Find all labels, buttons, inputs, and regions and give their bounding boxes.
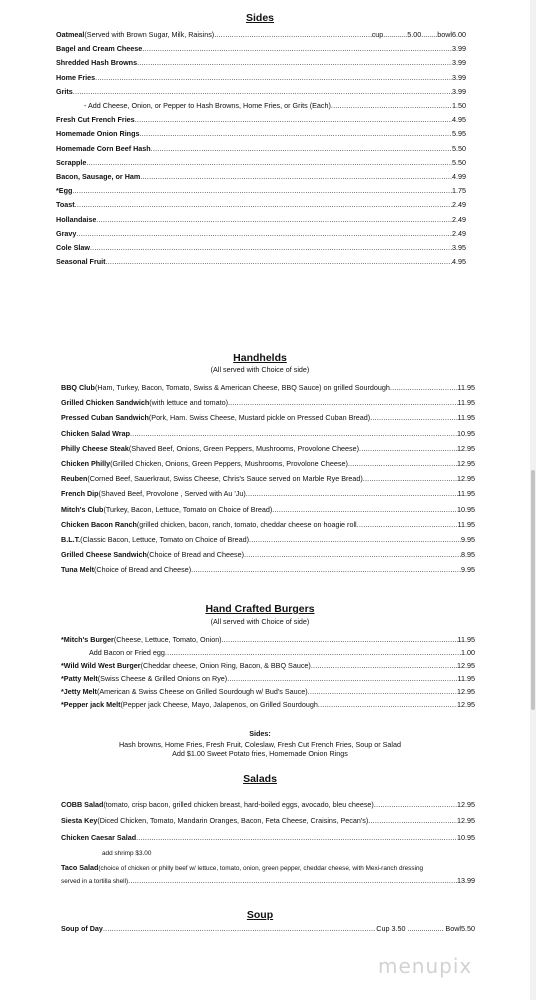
item-desc: (Shaved Beef, Onions, Green Peppers, Mushrooms, Provolone Cheese) [128,443,360,453]
menu-row-soup [61,924,475,935]
item-desc: (grilled chicken, bacon, ranch, tomato, cheddar cheese on hoagie roll [136,519,357,529]
item-name: Taco Salad [61,863,99,872]
item-name: Soup of Day [61,924,103,933]
leader-dots [318,700,457,709]
menu-row [61,489,475,500]
item-name: B.L.T. [61,535,81,544]
item-price: 5.50 [461,924,475,933]
item-desc-cont: served in a tortilla shell) [61,878,129,885]
menu-row [61,444,475,455]
burger-sides-title: Sides: [249,729,271,738]
item-desc: (Ham, Turkey, Bacon, Tomato, Swiss & American Cheese, BBQ Sauce) on grilled Sourdough [94,383,390,392]
item-price: 5.50 [452,157,466,167]
leader-dots [222,635,458,644]
item-price: 2.49 [452,228,466,238]
menu-row [56,200,466,211]
leader-dots [363,474,457,483]
item-name: Pressed Cuban Sandwich [61,413,149,423]
menu-row [89,648,475,659]
menu-row [56,215,466,226]
leader-dots [357,520,458,529]
menu-row [56,73,466,84]
item-price: 11.95 [457,413,475,423]
item-desc: (Choice of Bread and Cheese) [94,565,192,575]
item-name: Tuna Melt [61,565,95,575]
leader-dots [86,158,452,167]
item-name: Chicken Philly [61,459,111,468]
item-name: Oatmeal [56,30,85,39]
menu-row [61,800,475,811]
menu-row [61,833,475,844]
item-name: Seasonal Fruit [56,257,106,267]
item-name: Homemade Onion Rings [56,129,140,139]
item-price: 12.95 [457,459,475,468]
leader-dots [374,800,457,809]
item-desc: (Shaved Beef, Provolone , Served with Au 'Ju) [98,489,246,499]
item-desc: (Pork, Ham. Swiss Cheese, Mustard pickle on Pressed Cuban Bread) [148,413,371,423]
item-price: 3.95 [452,243,466,252]
item-price: 2.49 [452,200,466,210]
menu-row [56,30,466,41]
item-price: 1.00 [461,647,475,657]
item-price: 1.75 [452,186,466,196]
menu-row [84,101,466,112]
scrollbar[interactable] [530,0,536,1000]
item-name: Fresh Cut French Fries [56,115,135,125]
item-name: Siesta Key [61,816,98,826]
leader-dots [135,115,452,124]
menu-row [61,550,475,561]
item-price: 10.95 [457,833,475,843]
item-desc: (Cheddar cheese, Onion Ring, Bacon, & BBQ Sauce) [140,660,311,670]
salads-title: Salads [243,773,277,785]
item-price: 11.95 [457,398,475,408]
item-desc: (Swiss Cheese & Grilled Onions on Rye) [97,673,228,683]
item-price: 4.95 [452,257,466,267]
menu-row [56,243,466,254]
item-name: Homemade Corn Beef Hash [56,143,151,153]
menu-row [56,44,466,55]
burgers-subtitle: (All served with Choice of side) [210,617,310,626]
item-name: Chicken Salad Wrap [61,428,130,438]
item-desc: (Choice of Bread and Cheese) [146,550,244,560]
item-price: 12.95 [457,474,475,484]
menu-row [56,87,466,98]
menu-row [61,687,475,698]
menu-row [61,635,475,646]
leader-dots [359,444,457,453]
item-name: Hollandaise [56,214,97,224]
leader-dots [137,58,452,67]
menu-row [61,565,475,576]
item-desc: (Pepper jack Cheese, Mayo, Jalapenos, on Grilled Sourdough [120,699,318,709]
leader-dots [311,661,457,670]
leader-dots [246,489,458,498]
item-name: Grilled Cheese Sandwich [61,550,147,560]
item-price: 12.95 [457,660,475,670]
menu-row [56,129,466,140]
menu-row [61,429,475,440]
burger-sides-line1: Hash browns, Home Fries, Fresh Fruit, Coleslaw, Fresh Cut French Fries, Soup or Salad [118,740,401,749]
item-name: Home Fries [56,72,96,82]
item-desc: (Cheese, Lettuce, Tomato, Onion) [113,635,222,644]
item-name: French Dip [61,489,99,499]
item-price: 12.95 [457,816,475,826]
leader-dots [272,505,457,514]
item-price: 9.95 [461,565,475,575]
leader-dots [103,924,376,933]
menu-row [61,398,475,409]
menu-row [61,383,475,394]
leader-dots [96,215,452,224]
item-name: Cole Slaw [56,243,90,252]
menu-row [56,172,466,183]
item-price: 2.49 [452,214,466,224]
handhelds-subtitle: (All served with Choice of side) [210,365,310,374]
item-price: 3.99 [452,44,466,54]
menu-row [56,144,466,155]
leader-dots [348,459,457,468]
menu-row [61,535,475,546]
item-name: *Wild Wild West Burger [61,660,141,670]
item-price: 11.95 [457,519,475,529]
item-sizes: cup............5.00........bowl [371,30,452,39]
item-desc: (Grilled Chicken, Onions, Green Peppers, Mushrooms, Provolone Cheese) [110,459,348,468]
menu-row [56,58,466,69]
item-price: 8.95 [461,550,475,560]
leader-dots [139,129,452,138]
item-desc: (tomato, crisp bacon, grilled chicken breast, hard-boiled eggs, avocado, bleu cheese) [103,800,374,809]
item-desc: (Turkey, Bacon, Lettuce, Tomato on Choice of Bread) [103,504,273,514]
item-name: Scrapple [56,157,87,167]
menu-row-taco-salad [61,863,475,874]
item-name: Chicken Bacon Ranch [61,519,137,529]
leader-dots [370,413,457,422]
leader-dots [390,383,458,392]
item-desc: (Corned Beef, Sauerkraut, Swiss Cheese, Chris's Sauce served on Marble Rye Bread) [87,474,363,484]
item-name: Philly Cheese Steak [61,443,129,453]
menu-row [61,661,475,672]
menu-row [56,229,466,240]
item-price: 3.99 [452,72,466,82]
item-price: 11.95 [457,635,475,644]
item-name: Grits [56,86,73,96]
leader-dots [165,648,461,657]
leader-dots [227,674,457,683]
menu-row-taco-salad-cont [61,876,475,887]
leader-dots [244,550,461,559]
item-name: Bacon, Sausage, or Ham [56,172,141,181]
item-desc: Add Bacon or Fried egg [89,647,165,657]
item-price: 12.95 [457,699,475,709]
item-price: 3.99 [452,58,466,68]
menu-row [56,186,466,197]
item-price: 1.50 [452,101,466,110]
item-name: *Jetty Melt [61,686,97,696]
item-name: Shredded Hash Browns [56,58,138,68]
item-name: Bagel and Cream Cheese [56,44,143,54]
leader-dots [142,44,452,53]
handhelds-title: Handhelds [233,352,287,364]
leader-dots [140,172,452,181]
menu-row [56,158,466,169]
leader-dots [95,73,452,82]
leader-dots [249,535,461,544]
item-desc: (Served with Brown Sugar, Milk, Raisins) [84,30,215,39]
item-name: Chicken Caesar Salad [61,833,137,843]
item-name: *Egg [56,186,73,196]
leader-dots [331,101,452,110]
item-price: 3.99 [452,86,466,96]
item-price: 10.95 [457,428,475,438]
item-price: 5.95 [452,129,466,139]
sides-title: Sides [245,12,274,24]
item-name: Gravy [56,228,77,238]
leader-dots [106,257,452,266]
item-sizes: Cup 3.50 .................. Bowl [376,924,461,933]
leader-dots [214,30,371,39]
leader-dots [72,186,452,195]
item-name: *Mitch's Burger [61,635,114,644]
item-price: 10.95 [457,504,475,514]
item-price: 5.50 [452,143,466,153]
item-price: 11.95 [457,383,475,392]
item-price: 11.95 [457,489,475,499]
leader-dots [73,87,452,96]
leader-dots [191,565,461,574]
burger-sides-line2: Add $1.00 Sweet Potato fries, Homemade Onion Rings [172,749,348,758]
menu-row [61,700,475,711]
leader-dots [151,144,452,153]
menu-row [61,505,475,516]
menu-row [56,257,466,268]
item-name: *Pepper jack Melt [61,699,121,709]
menu-row [61,520,475,531]
item-price: 12.95 [457,443,475,453]
item-desc: (Diced Chicken, Tomato, Mandarin Oranges, Bacon, Feta Cheese, Craisins, Pecan's) [97,816,369,826]
item-price: 6.00 [452,30,466,39]
item-name: Toast [56,200,75,210]
item-name: *Patty Melt [61,673,98,683]
leader-dots [90,243,452,252]
menu-row [61,816,475,827]
watermark-logo: menupix [378,954,473,978]
item-desc: (Classic Bacon, Lettuce, Tomato on Choice of Bread) [80,535,250,544]
leader-dots [228,398,458,407]
leader-dots [76,229,452,238]
menu-row [61,459,475,470]
leader-dots [308,687,457,696]
item-desc: (with lettuce and tomato) [149,398,228,408]
soup-title: Soup [246,909,274,921]
item-desc: (choice of chicken or philly beef w/ lettuce, tomato, onion, green pepper, cheddar cheese, with Mexi-ranch dressing [98,865,424,872]
item-name: Mitch's Club [61,504,104,514]
leader-dots [128,876,457,885]
menu-row [61,474,475,485]
burgers-title: Hand Crafted Burgers [205,603,315,615]
leader-dots [130,429,457,438]
leader-dots [75,200,452,209]
scrollbar-thumb[interactable] [531,470,535,710]
menu-row [61,413,475,424]
menu-row [56,115,466,126]
item-price: 4.95 [452,115,466,125]
item-price: 13.99 [457,876,475,885]
item-name: COBB Salad [61,800,104,809]
item-price: 4.99 [452,172,466,181]
item-desc: - Add Cheese, Onion, or Pepper to Hash Browns, Home Fries, or Grits (Each) [84,101,331,110]
leader-dots [136,833,457,842]
item-price: 12.95 [457,686,475,696]
item-name: BBQ Club [61,383,95,392]
item-name: Grilled Chicken Sandwich [61,398,150,408]
item-price: 11.95 [457,673,475,683]
item-price: 12.95 [457,800,475,809]
menu-row [61,674,475,685]
leader-dots [368,816,457,825]
shrimp-addon-note: add shrimp $3.00 [102,850,152,857]
item-name: Reuben [61,474,88,484]
item-price: 9.95 [461,535,475,544]
item-desc: (American & Swiss Cheese on Grilled Sourdough w/ Bud's Sauce) [96,686,308,696]
